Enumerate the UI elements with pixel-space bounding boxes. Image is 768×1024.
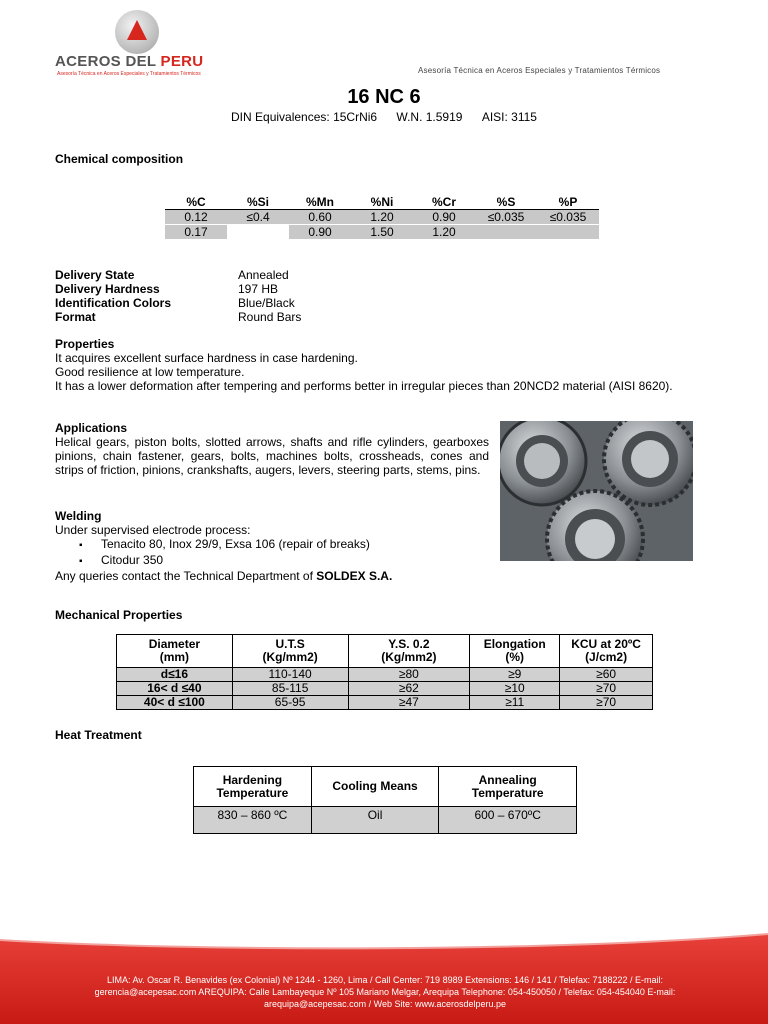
mech-header [470,635,560,668]
logo-subtitle: Asesoría Técnica en Aceros Especiales y Tratamientos Térmicos [57,71,201,77]
mech-cell: 16< d ≤40 [117,682,233,696]
mech-header-line: (Kg/mm2) [381,650,437,664]
list-item [79,553,535,569]
chem-cell: 0.12 [165,210,227,225]
mech-header-line: (%) [505,650,525,664]
identification-colors-value: Blue/Black [238,296,295,310]
applications-text: Helical gears, piston bolts, slotted arrows, shafts and rifle cylinders, gearboxes pinions, chain fastener, gears, bolts, machines bolts, crossheads, cones and strips of friction, pinions, crankshafts, augers, levers, steering parts, stems, pins. [55,435,489,477]
logo-name-part1: ACEROS DEL [55,53,161,70]
delivery-state-value: Annealed [238,268,289,282]
chem-header: %Si [227,195,289,210]
properties-line: It has a lower deformation after tempering and performs better in irregular pieces than 20NCD2 material (AISI 8620). [55,379,673,393]
welding-item: Citodur 350 [101,553,164,567]
din-equivalence: DIN Equivalences: 15CrNi6 [231,110,378,124]
chem-cell: 0.17 [165,225,227,240]
delivery-state-label: Delivery State [55,268,135,282]
mechanical-heading: Mechanical Properties [55,608,183,622]
welding-section [55,509,535,583]
chem-cell: ≤0.4 [227,210,289,225]
logo-name [55,53,203,70]
chem-row-min [165,210,599,225]
mechanical-table [116,634,653,710]
footer-contact: LIMA: Av. Oscar R. Benavides (ex Colonial) Nº 1244 - 1260, Lima / Call Center: 719 8989 Extensions: 146 / 141 / Telefax: 7188222 / E-mail: gerencia@acepesac.com AREQUIPA: Calle Lambayeque Nº 105 Mariano Melgar, Arequipa Telephone: 054-450050 / Telefax: 054-454040 E-mail: arequipa@acepesac.com / Web Site: www.acerosdelperu.pe [94,975,676,1009]
welding-contact [55,569,535,583]
chem-cell: 0.60 [289,210,351,225]
chem-header: %Cr [413,195,475,210]
delivery-hardness-value: 197 HB [238,282,279,296]
heat-header-line: Cooling Means [332,779,418,793]
mech-cell: ≥47 [348,696,470,710]
welding-contact-text: Any queries contact the Technical Department of [55,569,317,583]
company-logo [55,8,225,78]
mech-header-line: (mm) [159,650,190,664]
welding-list [79,537,535,569]
chem-header: %S [475,195,537,210]
chem-cell: 0.90 [413,210,475,225]
heat-header-line: Temperature [471,785,544,800]
delivery-info [55,268,301,324]
mech-header [560,635,653,668]
mech-header-line: KCU at 20ºC [571,637,641,651]
chem-row-max [165,225,599,240]
equivalences [0,110,768,124]
properties-line: It acquires excellent surface hardness in case hardening. [55,351,358,365]
mech-header-line: U.T.S [275,637,305,651]
format-value: Round Bars [238,310,302,324]
mech-header [117,635,233,668]
mech-cell: ≥80 [348,668,470,682]
heat-header [194,767,312,807]
chem-cell: 0.90 [289,225,351,240]
mech-header-line: Y.S. 0.2 [388,637,430,651]
mech-cell: d≤16 [117,668,233,682]
aisi-equivalence: AISI: 3115 [481,110,537,124]
applications-section [55,421,489,477]
welding-item: Tenacito 80, Inox 29/9, Exsa 106 (repair of breaks) [101,537,370,551]
heat-header-line: Hardening [222,772,283,787]
welding-heading: Welding [55,509,102,523]
properties-section [55,337,695,393]
heat-header-line: Temperature [216,785,289,800]
chem-cell: 1.50 [351,225,413,240]
chem-header: %Mn [289,195,351,210]
logo-name-part2: PERU [160,53,204,70]
mech-cell: 40< d ≤100 [117,696,233,710]
heat-cell: 830 – 860 ºC [194,807,312,834]
format-label: Format [55,310,96,324]
heat-cell: Oil [311,807,439,834]
company-name: SOLDEX S.A. [316,569,393,583]
table-row [194,807,577,834]
chem-cell [537,225,599,240]
mech-cell: ≥62 [348,682,470,696]
heat-header [311,767,439,807]
delivery-hardness-label: Delivery Hardness [55,282,160,296]
logo-triangle-icon [127,20,147,40]
chem-cell: 1.20 [413,225,475,240]
chemical-table [165,195,599,239]
chem-header: %P [537,195,599,210]
chem-cell: 1.20 [351,210,413,225]
chem-header: %C [165,195,227,210]
heat-heading: Heat Treatment [55,728,142,742]
mech-cell: 85-115 [232,682,348,696]
mech-cell: ≥11 [470,696,560,710]
mech-header [348,635,470,668]
mech-cell: ≥10 [470,682,560,696]
mech-cell: ≥9 [470,668,560,682]
mech-cell: 65-95 [232,696,348,710]
mech-header-line: (Kg/mm2) [262,650,318,664]
table-row [117,668,653,682]
chem-cell: ≤0.035 [537,210,599,225]
list-item [79,537,535,553]
chem-cell [227,225,289,240]
heat-header-line: Annealing [478,772,537,787]
header-tagline: Asesoría Técnica en Aceros Especiales y Tratamientos Térmicos [418,66,661,75]
properties-line: Good resilience at low temperature. [55,365,245,379]
applications-heading: Applications [55,421,128,435]
table-row [117,682,653,696]
mech-cell: 110-140 [232,668,348,682]
chemical-heading: Chemical composition [55,152,184,166]
heat-table [193,766,577,834]
properties-heading: Properties [55,337,115,351]
page-title: 16 NC 6 [347,86,421,108]
wn-equivalence: W.N. 1.5919 [396,110,463,124]
mech-header-line: Diameter [148,637,201,651]
mech-cell: ≥70 [560,696,653,710]
heat-cell: 600 – 670ºC [439,807,577,834]
mech-cell: ≥70 [560,682,653,696]
chem-cell: ≤0.035 [475,210,537,225]
mech-cell: ≥60 [560,668,653,682]
identification-colors-label: Identification Colors [55,296,172,310]
chem-cell [475,225,537,240]
heat-header [439,767,577,807]
mech-header-line: (J/cm2) [585,650,628,664]
chem-header: %Ni [351,195,413,210]
welding-intro: Under supervised electrode process: [55,523,251,537]
mech-header [232,635,348,668]
mech-header-line: Elongation [483,637,546,651]
table-row [117,696,653,710]
